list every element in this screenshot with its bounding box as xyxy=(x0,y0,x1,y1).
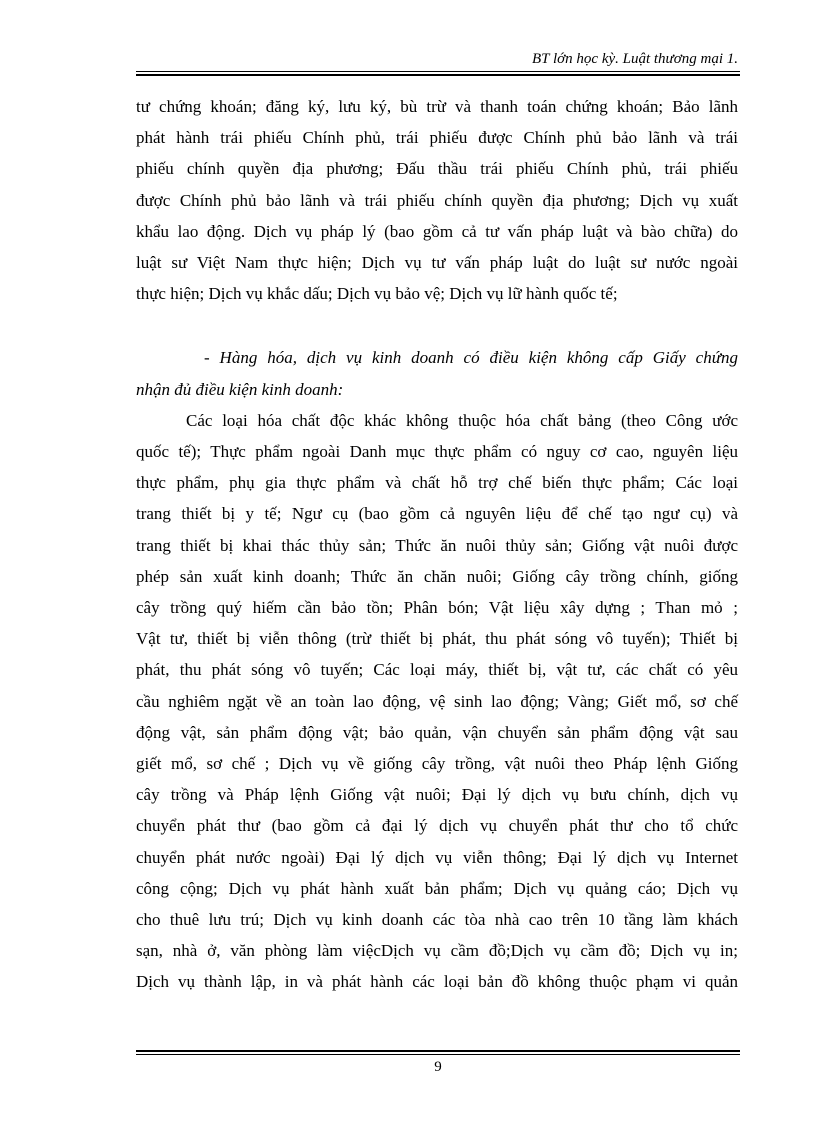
text-line: Vật tư, thiết bị viễn thông (trừ thiết bị phát, thu phát sóng vô tuyến); Thiết bị xyxy=(136,629,738,649)
text-line: động vật, sản phẩm động vật; bảo quản, vận chuyển sản phẩm động vật sau xyxy=(136,722,738,742)
text-line: phiếu chính quyền địa phương; Đấu thầu trái phiếu Chính phủ, trái phiếu xyxy=(136,159,738,179)
text-line: luật sư Việt Nam thực hiện; Dịch vụ tư vấn pháp luật do luật sư nước ngoài xyxy=(136,253,738,273)
text-line: thực phẩm, phụ gia thực phẩm và chất hỗ trợ chế biến thực phẩm; Các loại xyxy=(136,473,738,493)
text-line: tư chứng khoán; đăng ký, lưu ký, bù trừ và thanh toán chứng khoán; Bảo lãnh xyxy=(136,97,738,116)
text-line: quốc tế); Thực phẩm ngoài Danh mục thực phẩm có nguy cơ cao, nguyên liệu xyxy=(136,442,738,462)
text-line: giết mổ, sơ chế ; Dịch vụ về giống cây trồng, vật nuôi theo Pháp lệnh Giống xyxy=(136,754,738,774)
text-line: phát, thu phát sóng vô tuyến; Các loại máy, thiết bị, vật tư, các chất có yêu xyxy=(136,660,738,680)
header-rule-thin xyxy=(136,71,740,72)
text-line: cầu nghiêm ngặt về an toàn lao động, vệ sinh lao động; Vàng; Giết mổ, sơ chế xyxy=(136,691,738,711)
header-title: BT lớn học kỳ. Luật thương mại 1. xyxy=(532,51,738,67)
text-line: sạn, nhà ở, văn phòng làm việcDịch vụ cầm đồ;Dịch vụ cầm đồ; Dịch vụ in; xyxy=(136,941,738,961)
footer-rule-thin xyxy=(136,1054,740,1055)
text-line: được Chính phủ bảo lãnh và trái phiếu chính quyền địa phương; Dịch vụ xuất xyxy=(136,190,738,210)
text-line: cây trồng và Pháp lệnh Giống vật nuôi; Đại lý dịch vụ bưu chính, dịch vụ xyxy=(136,785,738,805)
bullet-heading xyxy=(136,342,738,404)
header-rule-thick xyxy=(136,74,740,76)
text-line: nhận đủ điều kiện kinh doanh: xyxy=(136,379,344,399)
text-line: trang thiết bị khai thác thủy sản; Thức ăn nuôi thủy sản; Giống vật nuôi được xyxy=(136,535,738,555)
page-number: 9 xyxy=(434,1059,442,1075)
text-line: chuyển phát nước ngoài) Đại lý dịch vụ viễn thông; Đại lý dịch vụ Internet xyxy=(136,847,738,867)
paragraph-goods-list xyxy=(136,405,738,998)
text-line: công cộng; Dịch vụ phát hành xuất bản phẩm; Dịch vụ quảng cáo; Dịch vụ xyxy=(136,878,738,898)
text-line: phép sản xuất kinh doanh; Thức ăn chăn nuôi; Giống cây trồng chính, giống xyxy=(136,566,738,586)
document-body xyxy=(136,91,738,998)
paragraph-services xyxy=(136,91,738,309)
text-line: chuyển phát thư (bao gồm cả đại lý dịch vụ chuyển phát thư cho tổ chức xyxy=(136,816,738,836)
text-line: phát hành trái phiếu Chính phủ, trái phiếu được Chính phủ bảo lãnh và trái xyxy=(136,128,738,148)
footer-rule-thick xyxy=(136,1050,740,1052)
text-line: khẩu lao động. Dịch vụ pháp lý (bao gồm cả tư vấn pháp luật và bào chữa) do xyxy=(136,221,738,241)
page-header xyxy=(136,50,740,76)
text-line: Dịch vụ thành lập, in và phát hành các loại bản đồ không thuộc phạm vi quản xyxy=(136,972,738,992)
text-line: thực hiện; Dịch vụ khắc dấu; Dịch vụ bảo vệ; Dịch vụ lữ hành quốc tế; xyxy=(136,284,618,304)
text-line: cây trồng quý hiếm cần bảo tồn; Phân bón; Vật liệu xây dựng ; Than mỏ ; xyxy=(136,598,738,618)
text-line: Các loại hóa chất độc khác không thuộc hóa chất bảng (theo Công ước xyxy=(186,410,738,430)
text-line: - Hàng hóa, dịch vụ kinh doanh có điều kiện không cấp Giấy chứng xyxy=(204,348,738,368)
text-line: cho thuê lưu trú; Dịch vụ kinh doanh các tòa nhà cao trên 10 tầng làm khách xyxy=(136,910,738,930)
page-footer xyxy=(136,1050,740,1076)
text-line: trang thiết bị y tế; Ngư cụ (bao gồm cả nguyên liệu để chế tạo ngư cụ) và xyxy=(136,504,738,524)
